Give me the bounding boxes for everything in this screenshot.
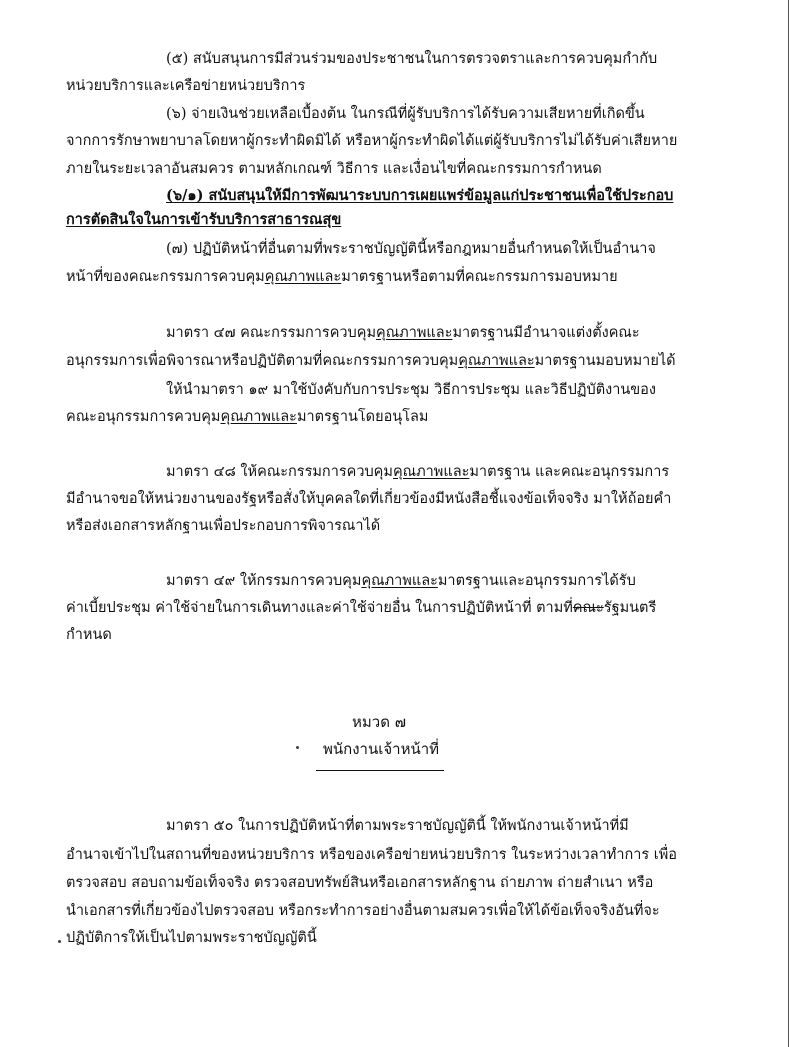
- text-pre: มาตรา ๔๙ ให้กรรมการควบคุม: [166, 573, 362, 589]
- section-49-line-3: กำหนด: [66, 627, 112, 643]
- clause-7-line-1: (๗) ปฏิบัติหน้าที่อื่นตามที่พระราชบัญญัตินี้หรือกฎหมายอื่นกำหนดให้เป็นอำนาจ: [166, 241, 656, 257]
- section-49-line-1: [166, 572, 636, 590]
- text-pre: ค่าเบี้ยประชุม ค่าใช้จ่ายในการเดินทางและค่าใช้จ่ายอื่น ในการปฏิบัติหน้าที่ ตามที่: [66, 600, 573, 616]
- chapter-number: หมวด ๗: [352, 713, 406, 731]
- section-50-line-5: ปฏิบัติการให้เป็นไปตามพระราชบัญญัตินี้: [66, 930, 317, 946]
- text-post: มาตรฐานโดยอนุโลม: [296, 409, 429, 425]
- text-pre: มาตรา ๔๗ คณะกรรมการควบคุม: [166, 325, 377, 341]
- scan-speck: [58, 940, 61, 943]
- clause-6-1-line-2: การตัดสินใจในการเข้ารับบริการสาธารณสุข: [66, 211, 342, 228]
- amended-text: คุณภาพและ: [392, 464, 470, 480]
- text-pre: มาตรา ๔๘ ให้คณะกรรมการควบคุม: [166, 464, 393, 480]
- section-47-line-1: [166, 324, 640, 342]
- section-47-line-4: [66, 408, 428, 426]
- text-post: มาตรฐานและอนุกรรมการได้รับ: [437, 573, 636, 589]
- clause-6-line-3: ภายในระยะเวลาอันสมควร ตามหลักเกณฑ์ วิธีการ และเงื่อนไขที่คณะกรรมการกำหนด: [66, 161, 602, 177]
- section-48-line-1: [166, 463, 669, 481]
- clause-5-line-1: (๕) สนับสนุนการมีส่วนร่วมของประชาชนในการตรวจตราและการควบคุมกำกับ: [166, 51, 658, 67]
- scan-edge-line: [788, 0, 789, 1047]
- text-post: รัฐมนตรี: [603, 600, 657, 616]
- struck-text: คณะ: [572, 600, 604, 616]
- text-pre: หน้าที่ของคณะกรรมการควบคุม: [66, 269, 265, 285]
- text-pre: อนุกรรมการเพื่อพิจารณาหรือปฏิบัติตามที่คณะกรรมการควบคุม: [66, 353, 459, 369]
- amended-text: คุณภาพและ: [220, 409, 297, 425]
- amended-text: คุณภาพและ: [458, 353, 535, 369]
- clause-6-line-1: (๖) จ่ายเงินช่วยเหลือเบื้องต้น ในกรณีที่ผู้รับบริการได้รับความเสียหายที่เกิดขึ้น: [166, 106, 645, 122]
- chapter-title: พนักงานเจ้าหน้าที่: [323, 740, 440, 758]
- section-50-line-1: มาตรา ๕๐ ในการปฏิบัติหน้าที่ตามพระราชบัญญัตินี้ ให้พนักงานเจ้าหน้าที่มี: [166, 818, 629, 834]
- text-pre: คณะอนุกรรมการควบคุม: [66, 409, 221, 425]
- clause-6-line-2: จากการรักษาพยาบาลโดยหาผู้กระทำผิดมิได้ หรือหาผู้กระทำผิดได้แต่ผู้รับบริการไม่ได้รับค่าเสียหาย: [66, 133, 678, 149]
- text-post: มาตรฐาน และคณะอนุกรรมการ: [469, 464, 670, 480]
- clause-6-1-line-1: (๖/๑) สนับสนุนให้มีการพัฒนาระบบการเผยแพร่ข้อมูลแก่ประชาชนเพื่อใช้ประกอบ: [166, 187, 674, 204]
- section-48-line-3: หรือส่งเอกสารหลักฐานเพื่อประกอบการพิจารณาได้: [66, 518, 381, 534]
- amended-text: คุณภาพและ: [264, 269, 342, 285]
- section-48-line-2: มีอำนาจขอให้หน่วยงานของรัฐหรือสั่งให้บุคคลใดที่เกี่ยวข้องมีหนังสือชี้แจงข้อเท็จจริง มาให้ถ้อยคำ: [66, 491, 672, 507]
- section-50-line-4: นำเอกสารที่เกี่ยวข้องไปตรวจสอบ หรือกระทำการอย่างอื่นตามสมควรเพื่อให้ได้ข้อเท็จจริงอันที่จะ: [66, 903, 660, 919]
- text-post: มาตรฐานหรือตามที่คณะกรรมการมอบหมาย: [341, 269, 618, 285]
- amended-text: คุณภาพและ: [361, 573, 438, 589]
- text-post: มาตรฐานมอบหมายได้: [534, 353, 676, 369]
- clause-7-line-2: [66, 268, 618, 286]
- section-50-line-3: ตรวจสอบ สอบถามข้อเท็จจริง ตรวจสอบทรัพย์สินหรือเอกสารหลักฐาน ถ่ายภาพ ถ่ายสำเนา หรือ: [66, 875, 654, 891]
- scan-speck: [296, 746, 299, 749]
- amended-text: คุณภาพและ: [376, 325, 453, 341]
- clause-5-line-2: หน่วยบริการและเครือข่ายหน่วยบริการ: [66, 78, 306, 94]
- section-49-line-2: [66, 599, 656, 617]
- chapter-underline: [316, 770, 444, 771]
- section-47-line-3: ให้นำมาตรา ๑๙ มาใช้บังคับกับการประชุม วิธีการประชุม และวิธีปฏิบัติงานของ: [166, 382, 656, 398]
- section-47-line-2: [66, 352, 676, 370]
- text-post: มาตรฐานมีอำนาจแต่งตั้งคณะ: [452, 325, 640, 341]
- section-50-line-2: อำนาจเข้าไปในสถานที่ของหน่วยบริการ หรือของเครือข่ายหน่วยบริการ ในระหว่างเวลาทำการ เพื่อ: [66, 847, 677, 863]
